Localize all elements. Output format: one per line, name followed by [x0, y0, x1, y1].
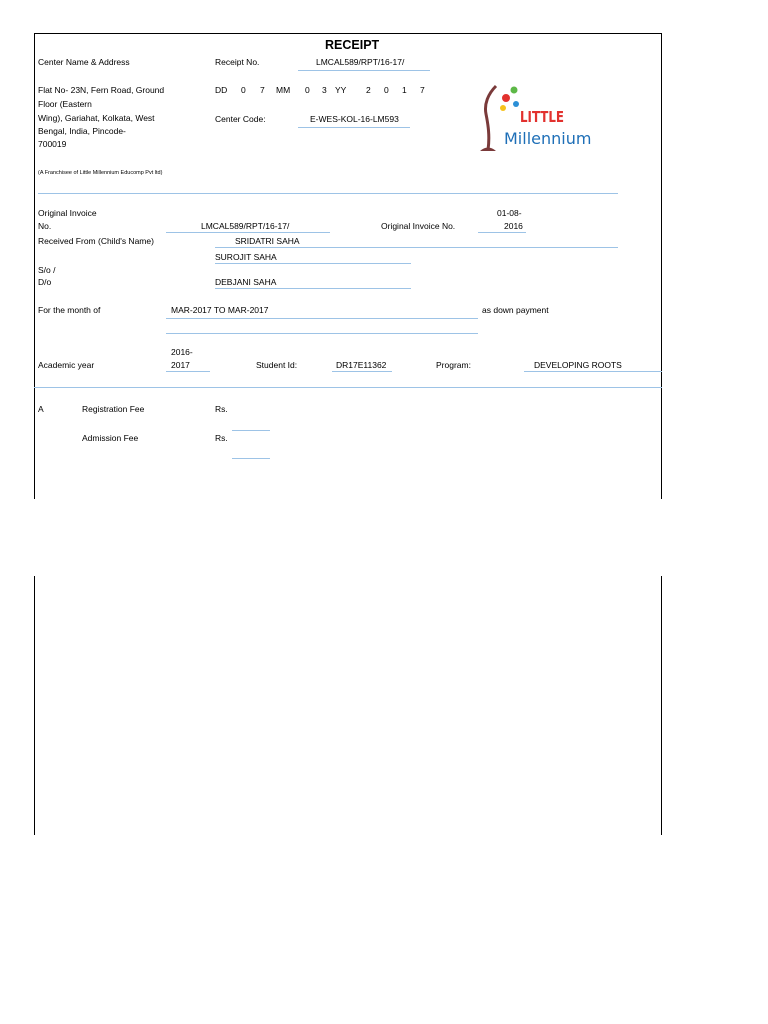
- receipt-no-value: LMCAL589/RPT/16-17/: [316, 57, 405, 67]
- center-name-label: Center Name & Address: [38, 57, 130, 67]
- parent-label-1: S/o /: [38, 265, 56, 275]
- address-line-1: Flat No- 23N, Fern Road, Ground: [38, 85, 165, 95]
- month-underline: [166, 318, 478, 319]
- date-yy-digit-3: 1: [402, 85, 407, 95]
- logo-tree-trunk: [485, 86, 496, 150]
- little-millennium-logo: [474, 78, 604, 154]
- logo-dot-green: [511, 87, 518, 94]
- student-id-underline: [332, 371, 392, 372]
- logo-dot-blue: [513, 101, 519, 107]
- student-id-label: Student Id:: [256, 360, 298, 370]
- center-code-value: E-WES-KOL-16-LM593: [310, 114, 399, 124]
- date-mm-label: MM: [276, 85, 291, 95]
- father-name-value: SUROJIT SAHA: [215, 252, 277, 262]
- center-code-label: Center Code:: [215, 114, 266, 124]
- academic-year-value-1: 2016-: [171, 347, 193, 357]
- logo-tree-base: [480, 148, 496, 152]
- date-yy-digit-2: 0: [384, 85, 389, 95]
- child-name-underline: [215, 247, 618, 248]
- address-line-3: Wing), Gariahat, Kolkata, West: [38, 113, 155, 123]
- receipt-no-underline: [298, 70, 430, 71]
- month-value: MAR-2017 TO MAR-2017: [171, 305, 269, 315]
- date-yy-label: YY: [335, 85, 347, 95]
- center-code-underline: [298, 127, 410, 128]
- page2-left-border: [34, 576, 35, 835]
- logo-millennium-text: Millennium: [504, 129, 592, 148]
- date-mm-digit-2: 3: [322, 85, 327, 95]
- date-dd-digit-1: 0: [241, 85, 246, 95]
- parent-label-2: D/o: [38, 277, 52, 287]
- date-yy-digit-4: 7: [420, 85, 425, 95]
- address-line-5: 700019: [38, 139, 67, 149]
- program-value: DEVELOPING ROOTS: [534, 360, 622, 370]
- program-label: Program:: [436, 360, 471, 370]
- top-border: [34, 33, 662, 34]
- original-invoice-date-1: 01-08-: [497, 208, 522, 218]
- logo-dot-yellow: [500, 105, 506, 111]
- logo-little-text: [520, 108, 564, 126]
- section-a-label: A: [38, 404, 44, 414]
- registration-fee-currency: Rs.: [215, 404, 228, 414]
- father-name-underline: [215, 263, 411, 264]
- registration-fee-label: Registration Fee: [82, 404, 145, 414]
- original-invoice-no-label-right: Original Invoice No.: [381, 221, 456, 231]
- admission-fee-label: Admission Fee: [82, 433, 139, 443]
- admission-fee-currency: Rs.: [215, 433, 228, 443]
- receipt-no-label: Receipt No.: [215, 57, 260, 67]
- student-id-value: DR17E11362: [336, 360, 387, 370]
- address-line-4: Bengal, India, Pincode-: [38, 126, 126, 136]
- original-invoice-no-underline: [166, 232, 330, 233]
- date-dd-digit-2: 7: [260, 85, 265, 95]
- child-name-value: SRIDATRI SAHA: [235, 236, 300, 246]
- month-label: For the month of: [38, 305, 101, 315]
- date-mm-digit-1: 0: [305, 85, 310, 95]
- program-underline: [524, 371, 662, 372]
- academic-year-label: Academic year: [38, 360, 95, 370]
- original-invoice-label-2: No.: [38, 221, 52, 231]
- received-from-label: Received From (Child's Name): [38, 236, 154, 246]
- receipt-title: RECEIPT: [325, 38, 380, 52]
- original-invoice-date-2: 2016: [504, 221, 523, 231]
- header-separator: [38, 193, 618, 194]
- academic-separator: [34, 387, 662, 388]
- registration-fee-underline: [232, 430, 270, 431]
- date-dd-label: DD: [215, 85, 228, 95]
- original-invoice-no-value: LMCAL589/RPT/16-17/: [201, 221, 290, 231]
- logo-dot-red: [502, 94, 510, 102]
- payment-note: as down payment: [482, 305, 549, 315]
- left-border: [34, 33, 35, 499]
- right-border: [661, 33, 662, 499]
- admission-fee-underline: [232, 458, 270, 459]
- date-yy-digit-1: 2: [366, 85, 371, 95]
- franchise-note: (A Franchisee of Little Millennium Educomp Pvt ltd): [38, 170, 163, 176]
- logo-letter-l: LITTLE: [520, 108, 564, 126]
- academic-year-underline: [166, 371, 210, 372]
- month-second-underline: [166, 333, 478, 334]
- address-line-2: Floor (Eastern: [38, 99, 92, 109]
- original-invoice-label-1: Original Invoice: [38, 208, 97, 218]
- page2-right-border: [661, 576, 662, 835]
- mother-name-value: DEBJANI SAHA: [215, 277, 277, 287]
- original-invoice-date-underline: [478, 232, 526, 233]
- academic-year-value-2: 2017: [171, 360, 190, 370]
- mother-name-underline: [215, 288, 411, 289]
